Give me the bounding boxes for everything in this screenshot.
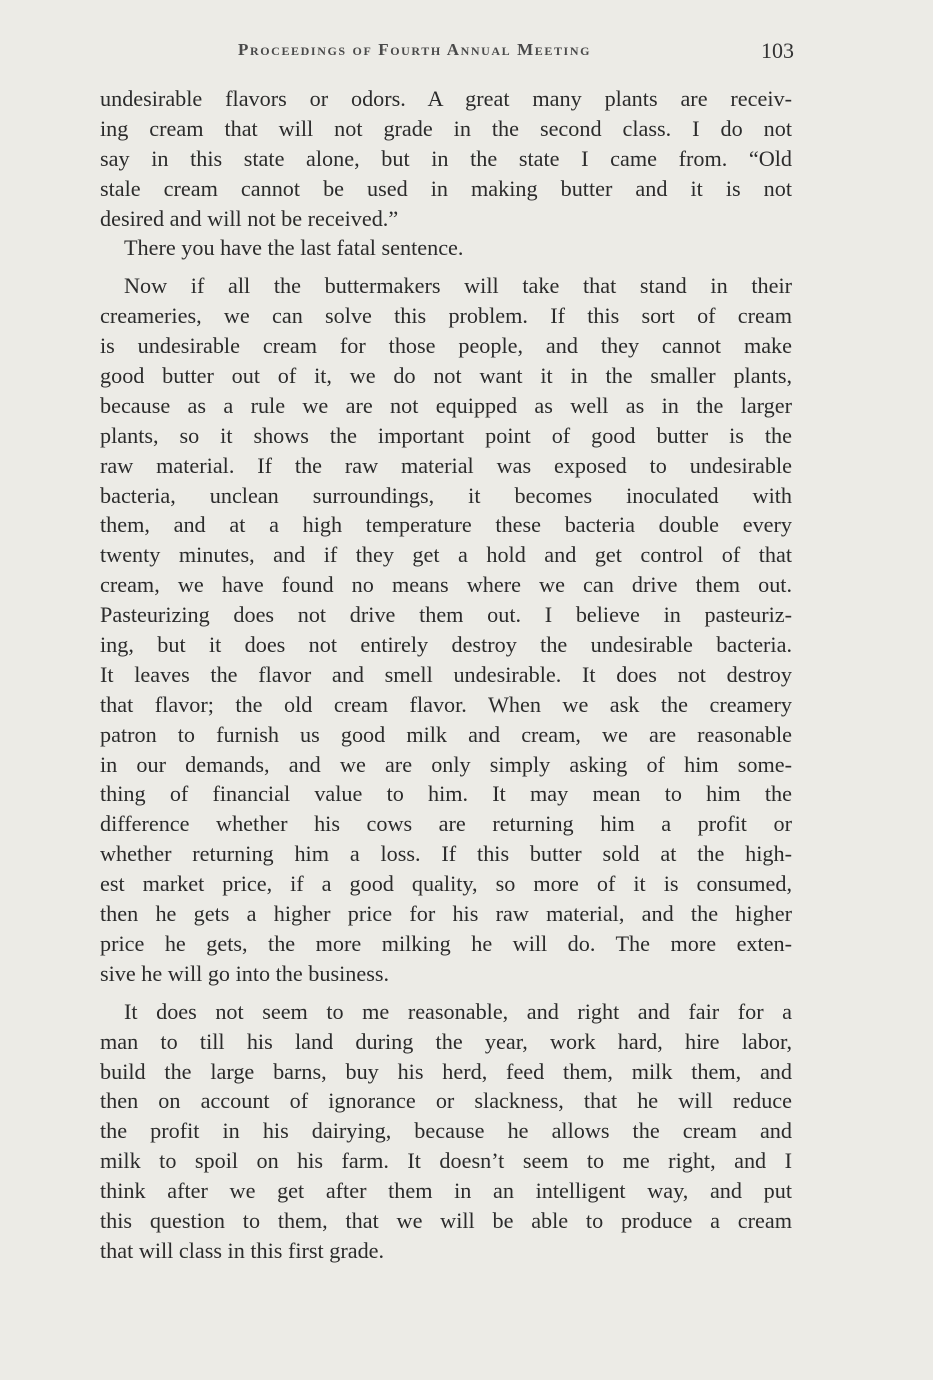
text-line: undesirable flavors or odors. A great many plants are receiv- xyxy=(100,86,792,111)
text-line: man to till his land during the year, work hard, hire labor, xyxy=(100,1028,792,1054)
running-head: Proceedings of Fourth Annual Meeting xyxy=(238,40,592,59)
text-line: It leaves the flavor and smell undesirable. It does not destroy xyxy=(100,661,792,687)
text-line: ing cream that will not grade in the second class. I do not xyxy=(100,115,792,141)
text-line: Pasteurizing does not drive them out. I believe in pasteuriz- xyxy=(100,602,792,628)
text-line: bacteria, unclean surroundings, it becomes inoculated with xyxy=(100,482,792,508)
text-line: There you have the last fatal sentence. xyxy=(124,235,464,261)
text-line: raw material. If the raw material was exposed to undesirable xyxy=(100,452,792,478)
paragraph-2 xyxy=(100,233,792,263)
text-line: say in this state alone, but in the state I came from. “Old xyxy=(100,145,792,171)
text-line: then on account of ignorance or slackness, that he will reduce xyxy=(100,1088,792,1114)
text-line: Now if all the buttermakers will take that stand in their xyxy=(124,273,792,299)
text-line: because as a rule we are not equipped as well as in the larger xyxy=(100,392,792,418)
text-line: price he gets, the more milking he will do. The more exten- xyxy=(100,930,792,956)
text-line: build the large barns, buy his herd, feed them, milk them, and xyxy=(100,1058,792,1084)
text-line: think after we get after them in an intelligent way, and put xyxy=(100,1178,792,1204)
text-line: plants, so it shows the important point of good butter is the xyxy=(100,422,792,448)
text-line: the profit in his dairying, because he allows the cream and xyxy=(100,1118,792,1144)
text-line: then he gets a higher price for his raw material, and the higher xyxy=(100,901,792,927)
text-line: It does not seem to me reasonable, and right and fair for a xyxy=(124,998,792,1024)
text-line: whether returning him a loss. If this butter sold at the high- xyxy=(100,841,792,867)
text-line: thing of financial value to him. It may mean to him the xyxy=(100,781,792,807)
page-number: 103 xyxy=(761,38,794,63)
text-line: sive he will go into the business. xyxy=(100,960,390,986)
text-line: difference whether his cows are returning him a profit or xyxy=(100,811,792,837)
text-line: milk to spoil on his farm. It doesn’t seem to me right, and I xyxy=(100,1148,792,1174)
text-line: cream, we have found no means where we can drive them out. xyxy=(100,572,792,598)
text-line: good butter out of it, we do not want it in the smaller plants, xyxy=(100,363,792,389)
text-line: that flavor; the old cream flavor. When we ask the creamery xyxy=(100,691,792,717)
body-text xyxy=(100,84,792,1266)
text-line: in our demands, and we are only simply asking of him some- xyxy=(100,751,792,777)
text-line: ing, but it does not entirely destroy the undesirable bacteria. xyxy=(100,632,792,658)
text-line: desired and will not be received.” xyxy=(100,205,399,231)
page-header xyxy=(100,38,794,68)
text-line: this question to them, that we will be able to produce a cream xyxy=(100,1207,792,1233)
text-line: stale cream cannot be used in making butter and it is not xyxy=(100,175,792,201)
text-line: est market price, if a good quality, so more of it is consumed, xyxy=(100,871,792,897)
text-line: them, and at a high temperature these bacteria double every xyxy=(100,512,792,538)
text-line: patron to furnish us good milk and cream, we are reasonable xyxy=(100,721,792,747)
text-line: twenty minutes, and if they get a hold and get control of that xyxy=(100,542,792,568)
text-line: is undesirable cream for those people, and they cannot make xyxy=(100,333,792,359)
paragraph-4 xyxy=(100,997,792,1266)
paragraph-1 xyxy=(100,84,792,233)
text-line: that will class in this first grade. xyxy=(100,1237,385,1263)
paragraph-3 xyxy=(100,271,792,988)
text-line: creameries, we can solve this problem. If this sort of cream xyxy=(100,303,792,329)
